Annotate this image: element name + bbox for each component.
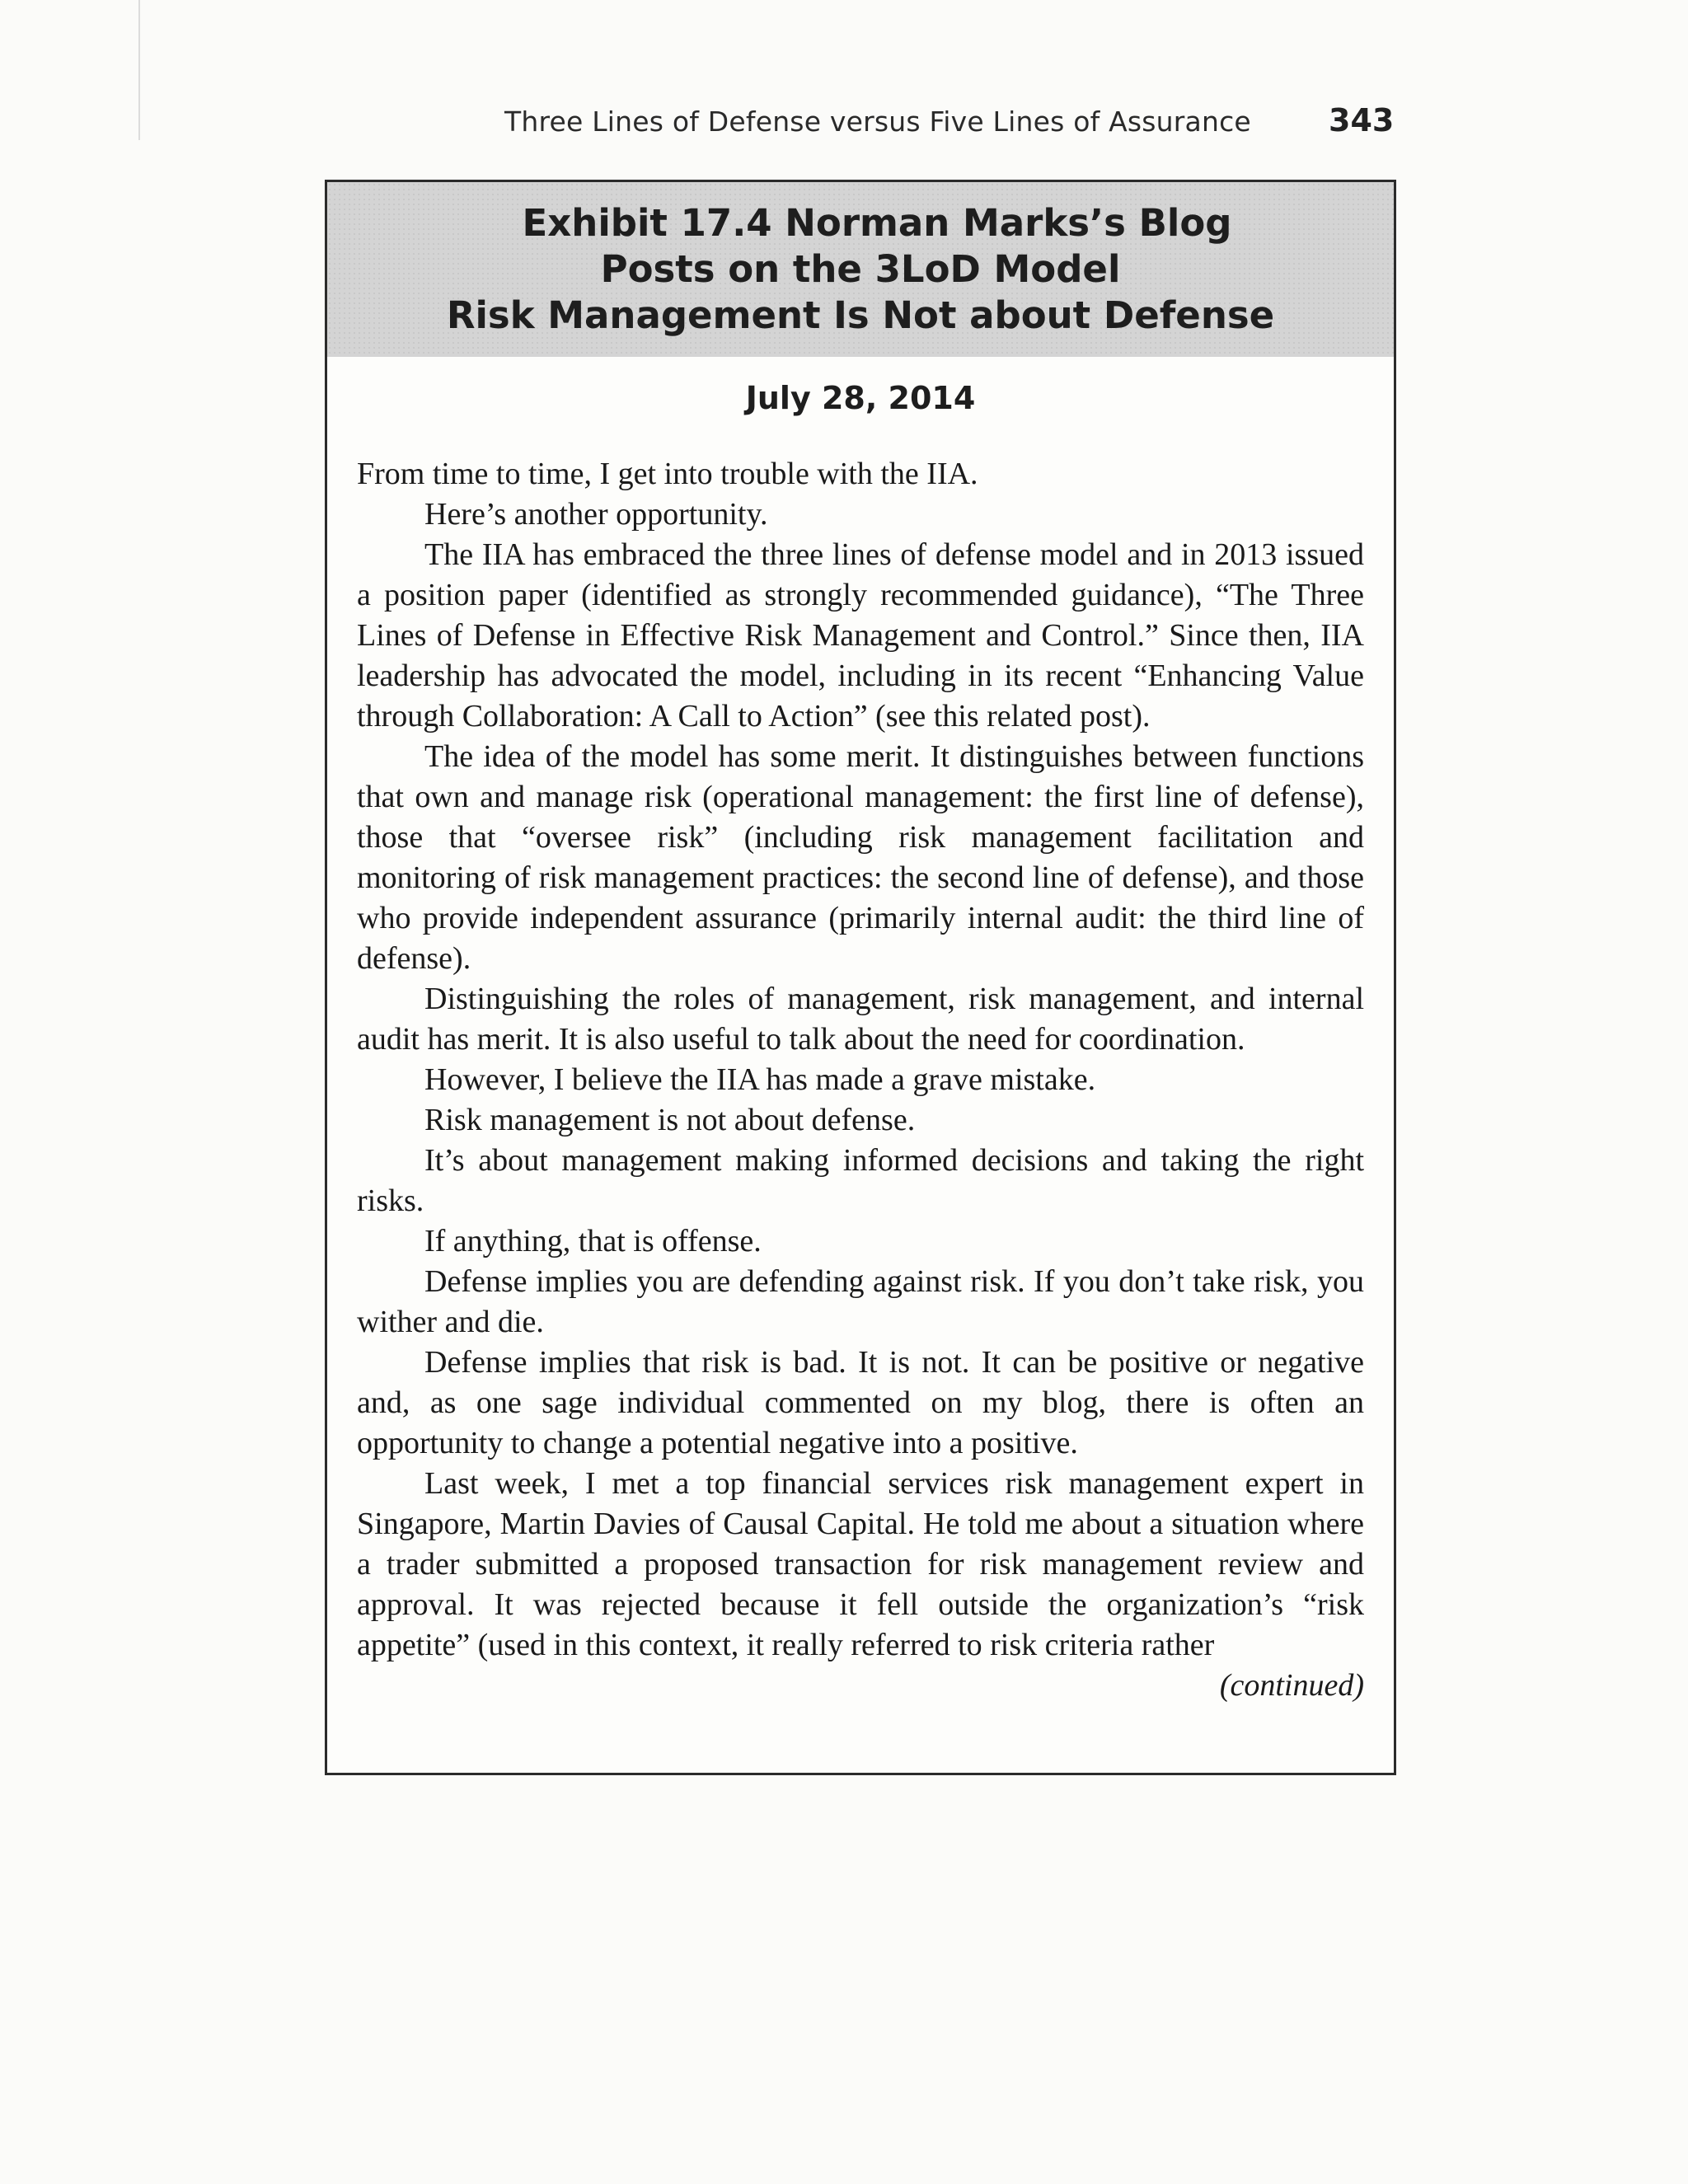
- paragraph: Last week, I met a top financial services risk management expert in Singapore, Martin Davies of Causal Capital. He told me about a situation where a trader submitted a proposed transaction for risk management review and approval. It was rejected because it fell outside the organization’s “risk appetite” (used in this context, it really referred to risk criteria rather: [357, 1466, 1364, 1662]
- paragraph: However, I believe the IIA has made a grave mistake.: [424, 1062, 1096, 1097]
- exhibit-title-line3: Risk Management Is Not about Defense: [446, 293, 1275, 337]
- paragraph: From time to time, I get into trouble with the IIA.: [357, 457, 978, 491]
- paragraph: Defense implies you are defending against risk. If you don’t take risk, you wither and die.: [357, 1264, 1364, 1339]
- paragraph: The IIA has embraced the three lines of defense model and in 2013 issued a position paper (identified as strongly recommended guidance), “The Three Lines of Defense in Effective Risk Management and Control.” Since then, IIA leadership has advocated the model, including in its recent “Enhancing Value through Collaboration: A Call to Action” (see this related post).: [357, 537, 1364, 733]
- paragraph: Here’s another opportunity.: [424, 497, 768, 532]
- paragraph: Risk management is not about defense.: [424, 1103, 916, 1137]
- page-number: 343: [1329, 102, 1395, 138]
- exhibit-title-line1: Exhibit 17.4 Norman Marks’s Blog: [522, 201, 1232, 245]
- exhibit-box: [325, 180, 1396, 1775]
- paragraph: Distinguishing the roles of management, risk management, and internal audit has merit. It is also useful to talk about the need for coordination.: [357, 982, 1364, 1057]
- paragraph: If anything, that is offense.: [424, 1224, 762, 1258]
- paragraph: It’s about management making informed decisions and taking the right risks.: [357, 1143, 1364, 1218]
- exhibit-title-line2: Posts on the 3LoD Model: [600, 247, 1121, 291]
- paragraph: The idea of the model has some merit. It distinguishes between functions that own and manage risk (operational management: the first line of defense), those that “oversee risk” (including risk management facilitation and monitoring of risk management practices: the second line of defense), and those who provide independent assurance (primarily internal audit: the third line of defense).: [357, 739, 1364, 976]
- exhibit-header: [327, 182, 1394, 357]
- post-body: [357, 454, 1364, 1706]
- scan-margin-line: [138, 0, 140, 140]
- paragraph: Defense implies that risk is bad. It is not. It can be positive or negative and, as one sage individual commented on my blog, there is often an opportunity to change a potential negative into a positive.: [357, 1345, 1364, 1460]
- post-date: July 28, 2014: [745, 380, 976, 416]
- running-header: Three Lines of Defense versus Five Lines of Assurance: [504, 105, 1251, 138]
- continued-label: (continued): [1219, 1668, 1364, 1703]
